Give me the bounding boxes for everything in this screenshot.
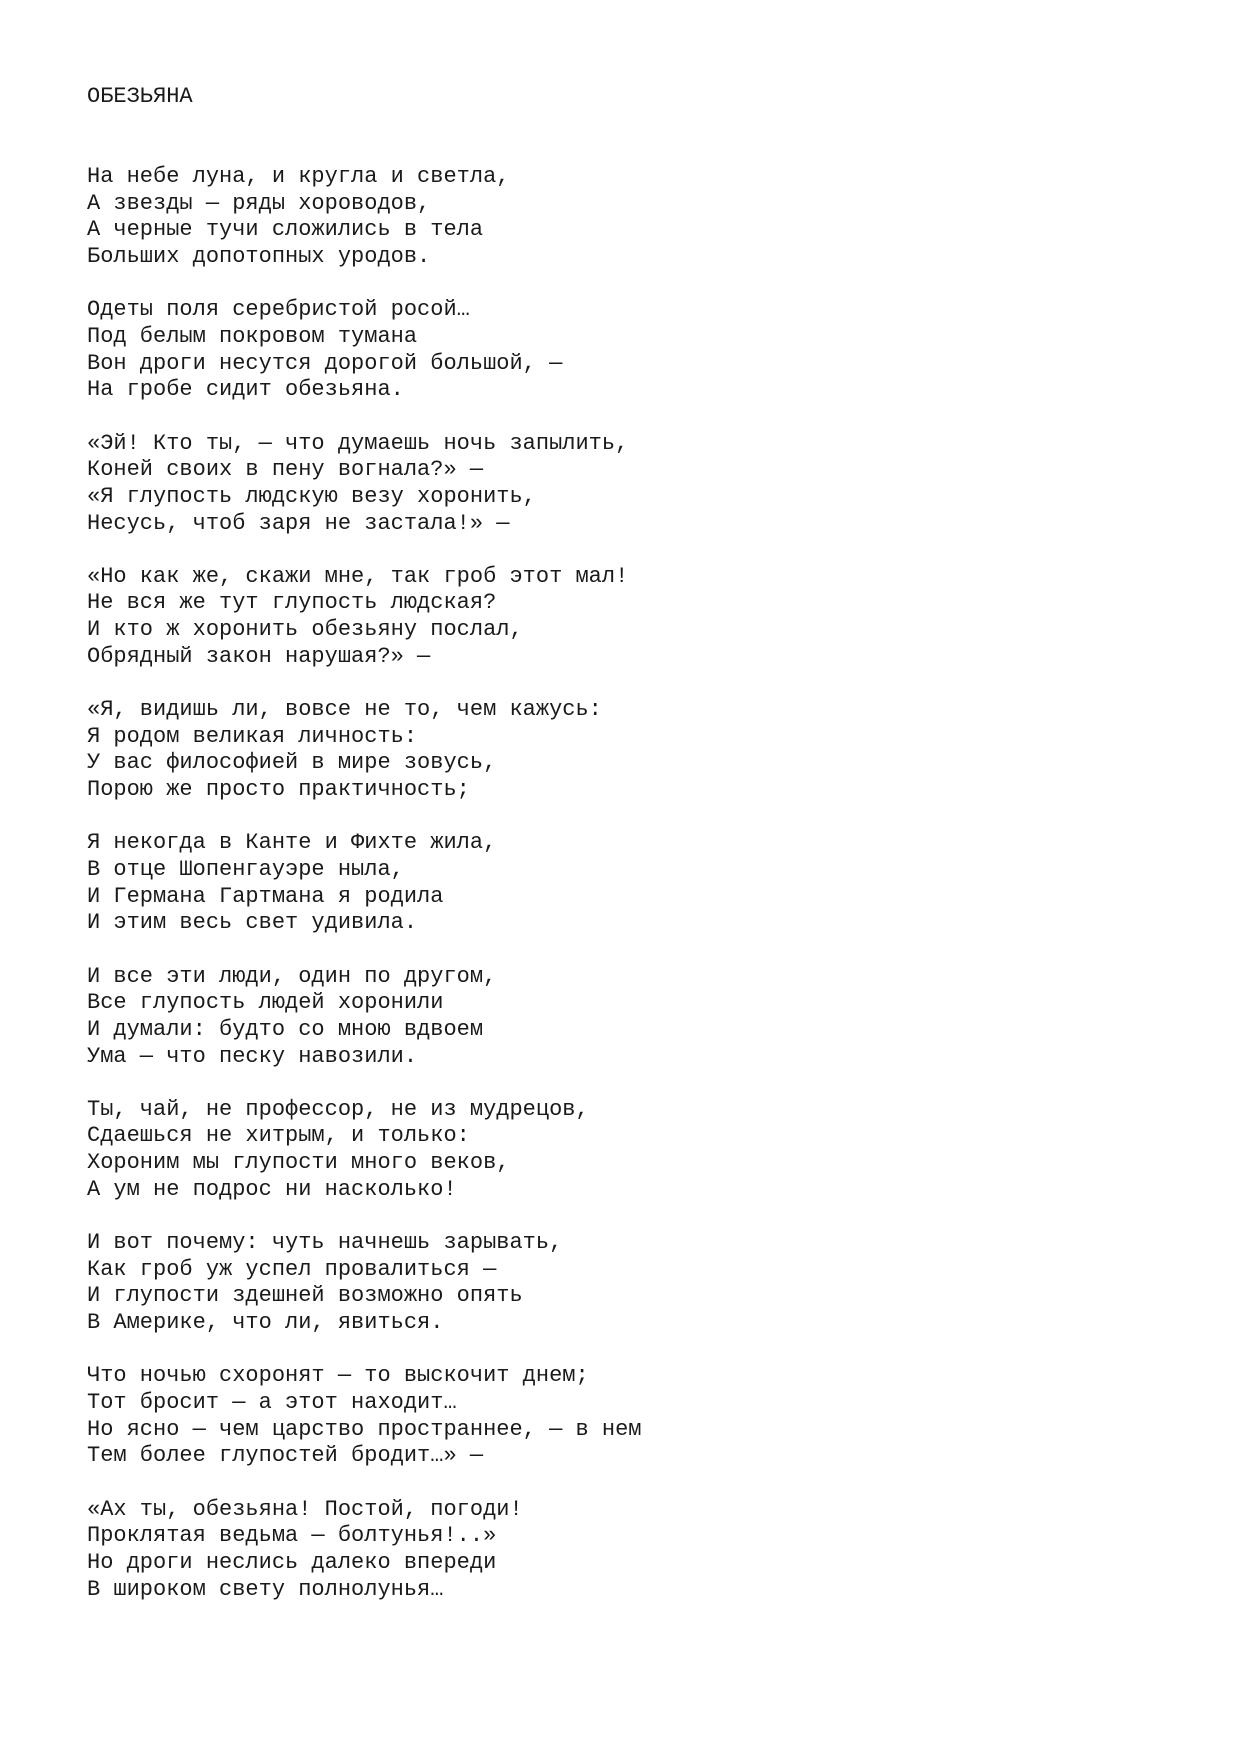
stanza bbox=[87, 830, 1187, 937]
poem-line: Но дроги неслись далеко впереди bbox=[87, 1549, 497, 1575]
poem-line: А ум не подрос ни насколько! bbox=[87, 1176, 457, 1202]
stanza bbox=[87, 564, 1187, 671]
poem-line: И кто ж хоронить обезьяну послал, bbox=[87, 617, 523, 643]
poem-line: Ты, чай, не профессор, не из мудрецов, bbox=[87, 1096, 589, 1122]
stanza bbox=[87, 1363, 1187, 1470]
poem-line: На гробе сидит обезьяна. bbox=[87, 377, 404, 403]
poem-line: И этим весь свет удивила. bbox=[87, 910, 418, 936]
poem-line: «Ах ты, обезьяна! Постой, погоди! bbox=[87, 1496, 523, 1522]
poem-line: И думали: будто со мною вдвоем bbox=[87, 1016, 484, 1042]
poem-line: И Германа Гартмана я родила bbox=[87, 883, 444, 909]
poem-line: Тем более глупостей бродит…» — bbox=[87, 1443, 484, 1469]
poem-line: Одеты поля серебристой росой… bbox=[87, 297, 470, 323]
poem-line: «Я, видишь ли, вовсе не то, чем кажусь: bbox=[87, 697, 602, 722]
poem-line: А черные тучи сложились в тела bbox=[87, 217, 484, 243]
poem-line: Коней своих в пену вогнала?» — bbox=[87, 457, 484, 483]
poem-title: ОБЕЗЬЯНА bbox=[87, 84, 193, 109]
poem-body bbox=[87, 164, 1187, 1630]
poem-line: Но ясно — чем царство пространнее, — в нем bbox=[87, 1416, 642, 1442]
poem-line: Как гроб уж успел провалиться — bbox=[87, 1256, 497, 1282]
poem-line: Порою же просто практичность; bbox=[87, 777, 470, 803]
poem-line: Ума — что песку навозили. bbox=[87, 1043, 418, 1069]
poem-line: «Но как же, скажи мне, так гроб этот мал! bbox=[87, 563, 629, 589]
poem-line: Вон дроги несутся дорогой большой, — bbox=[87, 350, 563, 376]
poem-line: На небе луна, и кругла и светла, bbox=[87, 164, 510, 189]
poem-line: Сдаешься не хитрым, и только: bbox=[87, 1123, 470, 1149]
poem-line: А звезды — ряды хороводов, bbox=[87, 190, 431, 216]
poem-line: Тот бросит — а этот находит… bbox=[87, 1389, 457, 1415]
poem-line: И вот почему: чуть начнешь зарывать, bbox=[87, 1230, 563, 1255]
stanza bbox=[87, 1097, 1187, 1204]
stanza bbox=[87, 431, 1187, 538]
stanza bbox=[87, 697, 1187, 804]
poem-line: Я некогда в Канте и Фихте жила, bbox=[87, 830, 497, 856]
stanza bbox=[87, 164, 1187, 271]
poem-line: В отце Шопенгауэре ныла, bbox=[87, 856, 404, 882]
poem-line: Под белым покровом тумана bbox=[87, 323, 418, 349]
stanza bbox=[87, 1230, 1187, 1337]
stanza bbox=[87, 297, 1187, 404]
poem-line: И все эти люди, один по другом, bbox=[87, 963, 497, 989]
poem-line: Несусь, чтоб заря не застала!» — bbox=[87, 510, 510, 536]
stanza bbox=[87, 964, 1187, 1071]
poem-line: В широком свету полнолунья… bbox=[87, 1576, 444, 1602]
poem-line: Что ночью схоронят — то выскочит днем; bbox=[87, 1363, 589, 1389]
poem-line: И глупости здешней возможно опять bbox=[87, 1283, 523, 1309]
poem-line: Не вся же тут глупость людская? bbox=[87, 590, 497, 616]
poem-line: Обрядный закон нарушая?» — bbox=[87, 643, 431, 669]
poem-line: Больших допотопных уродов. bbox=[87, 244, 431, 270]
poem-line: «Я глупость людскую везу хоронить, bbox=[87, 483, 536, 509]
poem-line: Все глупость людей хоронили bbox=[87, 990, 444, 1016]
stanza bbox=[87, 1497, 1187, 1604]
poem-line: У вас философией в мире зовусь, bbox=[87, 750, 497, 776]
poem-line: Проклятая ведьма — болтунья!..» bbox=[87, 1523, 497, 1549]
poem-line: В Америке, что ли, явиться. bbox=[87, 1310, 444, 1336]
poem-line: «Эй! Кто ты, — что думаешь ночь запылить, bbox=[87, 430, 629, 456]
poem-line: Хороним мы глупости много веков, bbox=[87, 1150, 510, 1176]
poem-line: Я родом великая личность: bbox=[87, 723, 418, 749]
